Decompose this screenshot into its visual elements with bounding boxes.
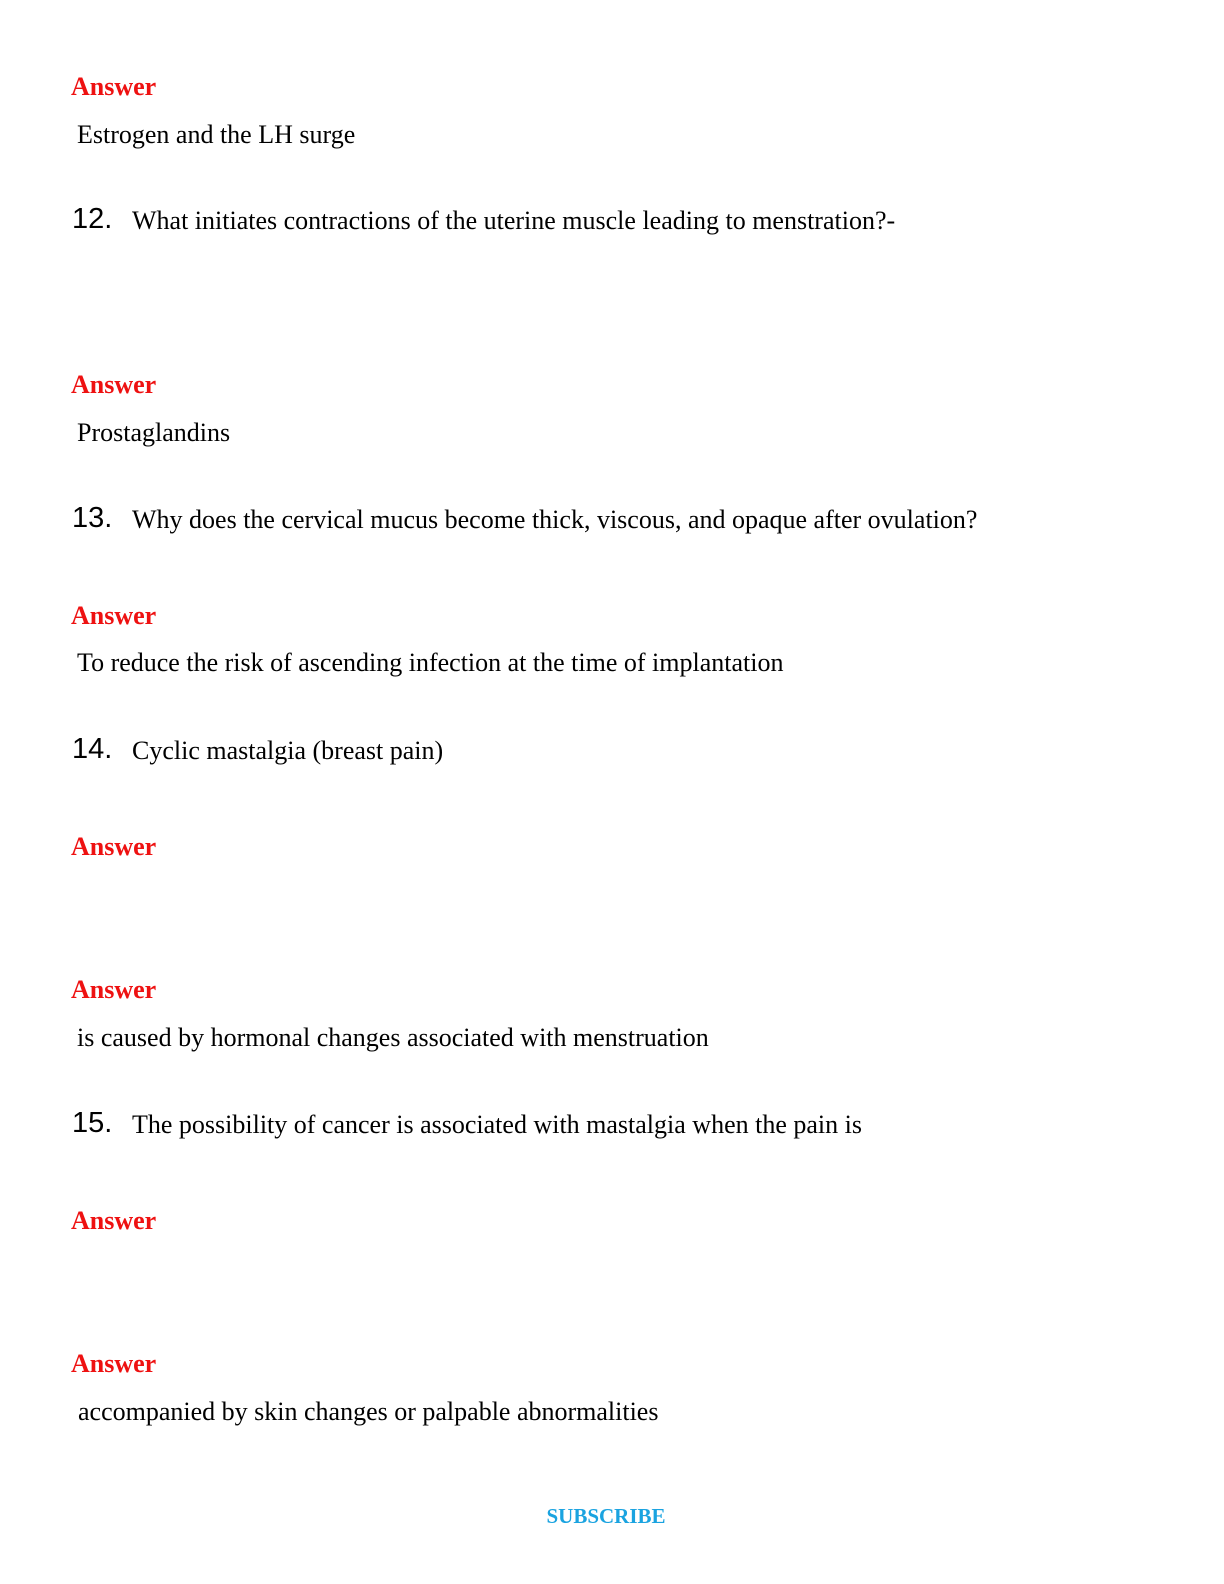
answer-text: To reduce the risk of ascending infection at the time of implantation xyxy=(77,648,784,677)
answer-text: is caused by hormonal changes associated with menstruation xyxy=(77,1023,709,1052)
answer-label: Answer xyxy=(71,832,157,861)
answer-label: Answer xyxy=(71,72,157,101)
question-number: 15. xyxy=(72,1107,113,1139)
answer-label: Answer xyxy=(71,601,157,630)
question-text: Cyclic mastalgia (breast pain) xyxy=(132,736,444,765)
answer-label: Answer xyxy=(71,370,157,399)
subscribe-link[interactable]: SUBSCRIBE xyxy=(546,1504,666,1528)
answer-text: Prostaglandins xyxy=(77,418,231,447)
question-number: 12. xyxy=(72,203,113,235)
answer-label: Answer xyxy=(71,975,157,1004)
question-text: The possibility of cancer is associated with mastalgia when the pain is xyxy=(132,1110,862,1139)
answer-label: Answer xyxy=(71,1206,157,1235)
answer-text: accompanied by skin changes or palpable abnormalities xyxy=(78,1397,659,1426)
answer-label: Answer xyxy=(71,1349,157,1378)
question-number: 13. xyxy=(72,502,113,534)
question-number: 14. xyxy=(72,733,113,765)
answer-text: Estrogen and the LH surge xyxy=(77,120,356,149)
question-text: Why does the cervical mucus become thick, viscous, and opaque after ovulation? xyxy=(132,505,978,534)
question-text: What initiates contractions of the uterine muscle leading to menstration?- xyxy=(132,206,896,235)
